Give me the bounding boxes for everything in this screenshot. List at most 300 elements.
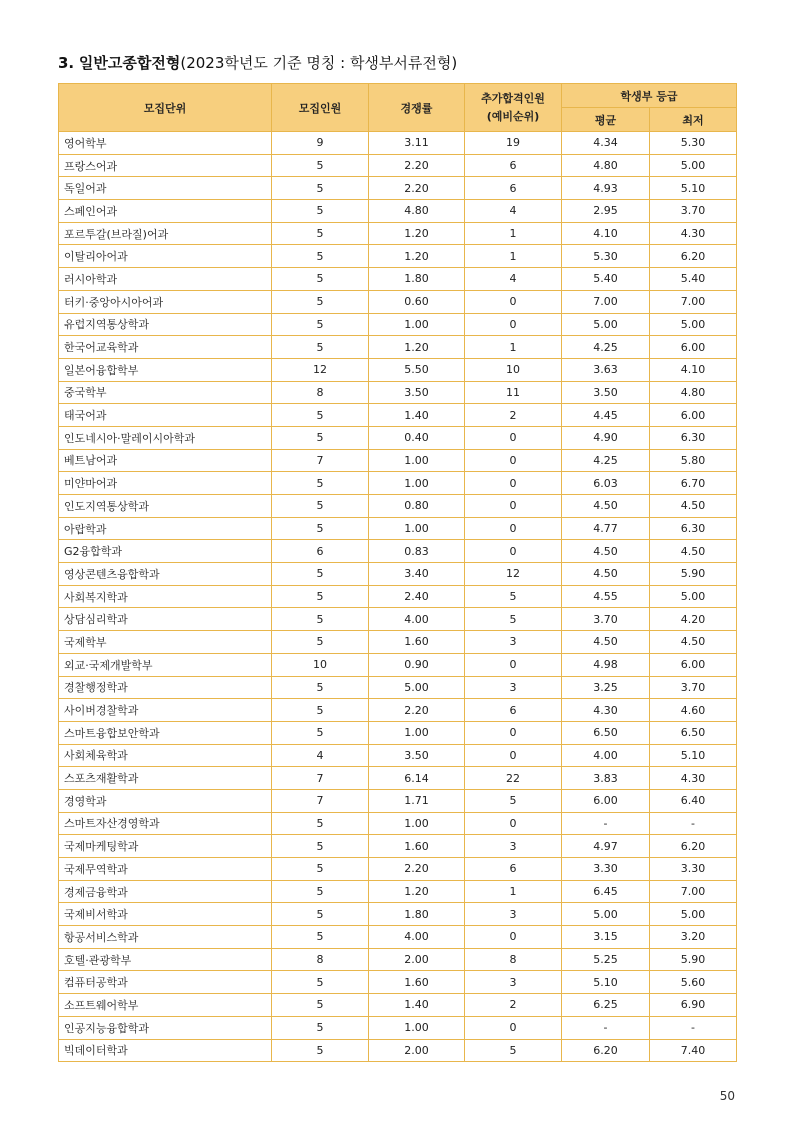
cell-quota: 5 [272,268,369,291]
table-row [59,358,737,381]
cell-extra: 4 [465,200,562,223]
table-row [59,404,737,427]
cell-quota: 6 [272,540,369,563]
cell-unit: 경영학과 [59,789,272,812]
cell-extra: 6 [465,699,562,722]
cell-ratio: 1.71 [369,789,465,812]
cell-unit: 중국학부 [59,381,272,404]
cell-avg: - [562,812,650,835]
cell-avg: 5.30 [562,245,650,268]
cell-quota: 5 [272,631,369,654]
cell-min: 5.10 [650,744,737,767]
cell-min: 4.50 [650,631,737,654]
cell-extra: 0 [465,517,562,540]
cell-avg: 4.45 [562,404,650,427]
table-row [59,290,737,313]
cell-extra: 0 [465,472,562,495]
table-row [59,653,737,676]
cell-ratio: 0.90 [369,653,465,676]
cell-unit: 국제마케팅학과 [59,835,272,858]
table-row [59,154,737,177]
cell-ratio: 1.60 [369,971,465,994]
table-row [59,540,737,563]
cell-ratio: 6.14 [369,767,465,790]
cell-extra: 0 [465,540,562,563]
cell-unit: 영상콘텐츠융합학과 [59,563,272,586]
cell-unit: 영어학부 [59,132,272,155]
section-title-main: 일반고종합전형 [78,54,181,72]
cell-quota: 5 [272,1039,369,1062]
cell-extra: 2 [465,994,562,1017]
cell-avg: 3.30 [562,858,650,881]
header-extra-line1: 추가합격인원 [481,91,545,105]
cell-unit: 스마트자산경영학과 [59,812,272,835]
cell-quota: 5 [272,177,369,200]
cell-extra: 22 [465,767,562,790]
cell-ratio: 1.80 [369,903,465,926]
cell-avg: 6.45 [562,880,650,903]
cell-unit: 아랍학과 [59,517,272,540]
cell-quota: 5 [272,1016,369,1039]
cell-avg: 4.50 [562,540,650,563]
cell-min: 6.40 [650,789,737,812]
cell-ratio: 1.20 [369,880,465,903]
table-row [59,313,737,336]
cell-ratio: 0.80 [369,495,465,518]
cell-unit: 소프트웨어학부 [59,994,272,1017]
cell-extra: 4 [465,268,562,291]
cell-min: 4.50 [650,540,737,563]
cell-unit: 국제학부 [59,631,272,654]
cell-ratio: 0.40 [369,426,465,449]
cell-ratio: 2.40 [369,585,465,608]
table-row [59,563,737,586]
table-row [59,268,737,291]
cell-quota: 5 [272,880,369,903]
cell-avg: 6.50 [562,721,650,744]
cell-ratio: 1.20 [369,222,465,245]
table-row [59,812,737,835]
cell-min: 6.90 [650,994,737,1017]
table-row [59,767,737,790]
cell-extra: 0 [465,926,562,949]
table-row [59,858,737,881]
cell-unit: 경제금융학과 [59,880,272,903]
cell-min: 5.10 [650,177,737,200]
cell-min: 5.00 [650,154,737,177]
cell-unit: 스마트융합보안학과 [59,721,272,744]
table-row [59,132,737,155]
cell-quota: 5 [272,404,369,427]
cell-extra: 2 [465,404,562,427]
header-extra [465,84,562,132]
cell-quota: 5 [272,608,369,631]
cell-extra: 0 [465,1016,562,1039]
cell-min: 4.50 [650,495,737,518]
header-grade: 학생부 등급 [562,84,737,108]
cell-avg: 3.15 [562,926,650,949]
cell-ratio: 1.60 [369,835,465,858]
cell-avg: 4.30 [562,699,650,722]
cell-unit: 러시아학과 [59,268,272,291]
table-row [59,200,737,223]
cell-extra: 5 [465,608,562,631]
cell-avg: 4.93 [562,177,650,200]
cell-extra: 5 [465,789,562,812]
cell-min: 6.30 [650,517,737,540]
cell-quota: 12 [272,358,369,381]
cell-avg: 4.50 [562,495,650,518]
cell-unit: 유럽지역통상학과 [59,313,272,336]
cell-avg: 3.70 [562,608,650,631]
cell-min: 5.40 [650,268,737,291]
cell-avg: 4.80 [562,154,650,177]
cell-quota: 5 [272,426,369,449]
cell-extra: 10 [465,358,562,381]
cell-ratio: 3.40 [369,563,465,586]
header-quota: 모집인원 [272,84,369,132]
cell-unit: 터키·중앙아시아어과 [59,290,272,313]
cell-quota: 5 [272,154,369,177]
table-row [59,789,737,812]
cell-min: 6.00 [650,653,737,676]
cell-quota: 7 [272,789,369,812]
cell-unit: 스포츠재활학과 [59,767,272,790]
cell-unit: 인도지역통상학과 [59,495,272,518]
cell-extra: 12 [465,563,562,586]
cell-min: 4.10 [650,358,737,381]
cell-ratio: 1.20 [369,245,465,268]
cell-unit: 사회복지학과 [59,585,272,608]
cell-extra: 3 [465,971,562,994]
cell-min: 5.00 [650,313,737,336]
cell-quota: 5 [272,812,369,835]
cell-unit: 인공지능융합학과 [59,1016,272,1039]
cell-quota: 5 [272,495,369,518]
cell-avg: 4.98 [562,653,650,676]
cell-avg: 4.50 [562,631,650,654]
cell-extra: 0 [465,426,562,449]
cell-quota: 5 [272,903,369,926]
cell-ratio: 2.20 [369,154,465,177]
table-row [59,585,737,608]
cell-min: 5.00 [650,585,737,608]
cell-extra: 0 [465,449,562,472]
cell-avg: 3.63 [562,358,650,381]
header-extra-line2: (예비순위) [486,109,540,123]
cell-unit: 국제비서학과 [59,903,272,926]
cell-avg: 2.95 [562,200,650,223]
cell-extra: 11 [465,381,562,404]
cell-min: 3.30 [650,858,737,881]
cell-quota: 8 [272,381,369,404]
table-row [59,472,737,495]
header-grade-min: 최저 [650,108,737,132]
cell-ratio: 1.20 [369,336,465,359]
cell-quota: 7 [272,767,369,790]
cell-avg: 5.00 [562,313,650,336]
cell-min: 6.50 [650,721,737,744]
cell-ratio: 2.20 [369,858,465,881]
cell-avg: 5.25 [562,948,650,971]
cell-unit: 이탈리아어과 [59,245,272,268]
cell-min: 6.30 [650,426,737,449]
cell-ratio: 1.00 [369,313,465,336]
cell-extra: 1 [465,222,562,245]
cell-avg: 5.00 [562,903,650,926]
table-row [59,449,737,472]
cell-extra: 1 [465,880,562,903]
cell-quota: 5 [272,926,369,949]
cell-extra: 3 [465,631,562,654]
cell-extra: 0 [465,290,562,313]
cell-quota: 5 [272,971,369,994]
cell-ratio: 1.40 [369,994,465,1017]
page-number: 50 [719,1089,735,1103]
cell-unit: 프랑스어과 [59,154,272,177]
cell-avg: 4.10 [562,222,650,245]
table-row [59,926,737,949]
cell-unit: 일본어융합학부 [59,358,272,381]
cell-quota: 5 [272,835,369,858]
cell-quota: 8 [272,948,369,971]
cell-quota: 5 [272,721,369,744]
cell-avg: 3.50 [562,381,650,404]
cell-quota: 5 [272,472,369,495]
cell-unit: 상담심리학과 [59,608,272,631]
cell-ratio: 0.83 [369,540,465,563]
cell-ratio: 1.60 [369,631,465,654]
cell-unit: 스페인어과 [59,200,272,223]
table-row [59,177,737,200]
table-row [59,1039,737,1062]
section-title [58,52,457,73]
cell-extra: 1 [465,336,562,359]
cell-min: 5.60 [650,971,737,994]
cell-avg: 6.00 [562,789,650,812]
table-row [59,835,737,858]
cell-extra: 0 [465,313,562,336]
cell-avg: 4.34 [562,132,650,155]
cell-unit: 한국어교육학과 [59,336,272,359]
cell-min: 7.40 [650,1039,737,1062]
cell-extra: 3 [465,835,562,858]
cell-quota: 10 [272,653,369,676]
cell-min: 6.00 [650,404,737,427]
cell-unit: 호텔·관광학부 [59,948,272,971]
table-row [59,336,737,359]
section-number: 3. [58,54,75,72]
cell-quota: 5 [272,517,369,540]
cell-min: 4.20 [650,608,737,631]
table-row [59,222,737,245]
cell-ratio: 4.80 [369,200,465,223]
cell-ratio: 2.00 [369,1039,465,1062]
table-row [59,1016,737,1039]
cell-quota: 4 [272,744,369,767]
cell-unit: G2융합학과 [59,540,272,563]
cell-quota: 5 [272,245,369,268]
cell-quota: 5 [272,222,369,245]
cell-min: 6.20 [650,835,737,858]
cell-min: 7.00 [650,880,737,903]
cell-unit: 빅데이터학과 [59,1039,272,1062]
table-row [59,948,737,971]
cell-quota: 5 [272,200,369,223]
cell-quota: 5 [272,313,369,336]
cell-quota: 5 [272,676,369,699]
table-row [59,631,737,654]
cell-min: 4.60 [650,699,737,722]
cell-extra: 1 [465,245,562,268]
cell-extra: 0 [465,812,562,835]
cell-quota: 5 [272,994,369,1017]
cell-ratio: 3.50 [369,381,465,404]
cell-min: - [650,1016,737,1039]
cell-extra: 5 [465,1039,562,1062]
cell-avg: 4.00 [562,744,650,767]
cell-extra: 6 [465,858,562,881]
cell-avg: 4.77 [562,517,650,540]
table-row [59,880,737,903]
cell-ratio: 2.20 [369,177,465,200]
table-row [59,971,737,994]
cell-min: 3.20 [650,926,737,949]
cell-extra: 6 [465,154,562,177]
cell-ratio: 3.50 [369,744,465,767]
cell-unit: 베트남어과 [59,449,272,472]
section-title-sub: (2023학년도 기준 명칭 : 학생부서류전형) [180,54,458,72]
cell-min: - [650,812,737,835]
cell-quota: 5 [272,585,369,608]
cell-avg: 6.25 [562,994,650,1017]
table-row [59,608,737,631]
cell-avg: 3.25 [562,676,650,699]
cell-avg: 4.25 [562,449,650,472]
header-unit: 모집단위 [59,84,272,132]
cell-avg: - [562,1016,650,1039]
cell-avg: 5.40 [562,268,650,291]
cell-avg: 4.50 [562,563,650,586]
table-row [59,517,737,540]
cell-unit: 태국어과 [59,404,272,427]
table-row [59,994,737,1017]
cell-min: 6.00 [650,336,737,359]
cell-min: 6.70 [650,472,737,495]
cell-min: 3.70 [650,676,737,699]
cell-unit: 사회체육학과 [59,744,272,767]
table-body [59,132,737,1062]
cell-avg: 4.25 [562,336,650,359]
cell-min: 5.00 [650,903,737,926]
cell-quota: 5 [272,858,369,881]
cell-avg: 6.03 [562,472,650,495]
table-row [59,903,737,926]
cell-extra: 6 [465,177,562,200]
table-row [59,381,737,404]
cell-min: 6.20 [650,245,737,268]
cell-avg: 4.97 [562,835,650,858]
admission-results-table [58,83,737,1062]
cell-ratio: 3.11 [369,132,465,155]
table-row [59,245,737,268]
cell-unit: 외교·국제개발학부 [59,653,272,676]
cell-ratio: 5.00 [369,676,465,699]
cell-extra: 5 [465,585,562,608]
cell-min: 4.30 [650,767,737,790]
cell-quota: 5 [272,563,369,586]
cell-quota: 9 [272,132,369,155]
cell-avg: 3.83 [562,767,650,790]
cell-ratio: 1.00 [369,472,465,495]
table-row [59,426,737,449]
cell-extra: 3 [465,676,562,699]
cell-avg: 4.90 [562,426,650,449]
header-grade-avg: 평균 [562,108,650,132]
header-ratio: 경쟁률 [369,84,465,132]
cell-ratio: 4.00 [369,608,465,631]
cell-ratio: 0.60 [369,290,465,313]
cell-extra: 0 [465,744,562,767]
cell-quota: 5 [272,336,369,359]
cell-ratio: 1.00 [369,812,465,835]
cell-unit: 인도네시아·말레이시아학과 [59,426,272,449]
cell-ratio: 1.00 [369,449,465,472]
cell-extra: 0 [465,721,562,744]
table-row [59,676,737,699]
cell-min: 4.30 [650,222,737,245]
cell-ratio: 5.50 [369,358,465,381]
cell-ratio: 1.00 [369,721,465,744]
cell-ratio: 2.00 [369,948,465,971]
cell-ratio: 1.40 [369,404,465,427]
cell-unit: 항공서비스학과 [59,926,272,949]
cell-unit: 국제무역학과 [59,858,272,881]
cell-extra: 8 [465,948,562,971]
cell-ratio: 1.00 [369,1016,465,1039]
cell-unit: 포르투갈(브라질)어과 [59,222,272,245]
cell-extra: 0 [465,495,562,518]
cell-avg: 6.20 [562,1039,650,1062]
cell-unit: 미얀마어과 [59,472,272,495]
table-row [59,744,737,767]
cell-min: 4.80 [650,381,737,404]
cell-unit: 컴퓨터공학과 [59,971,272,994]
cell-extra: 0 [465,653,562,676]
cell-extra: 3 [465,903,562,926]
cell-ratio: 4.00 [369,926,465,949]
cell-min: 5.30 [650,132,737,155]
cell-unit: 사이버경찰학과 [59,699,272,722]
cell-extra: 19 [465,132,562,155]
cell-ratio: 1.80 [369,268,465,291]
table-row [59,495,737,518]
cell-min: 3.70 [650,200,737,223]
cell-unit: 경찰행정학과 [59,676,272,699]
cell-min: 7.00 [650,290,737,313]
cell-ratio: 2.20 [369,699,465,722]
table-row [59,721,737,744]
cell-avg: 7.00 [562,290,650,313]
cell-quota: 7 [272,449,369,472]
cell-min: 5.90 [650,563,737,586]
cell-unit: 독일어과 [59,177,272,200]
cell-avg: 4.55 [562,585,650,608]
cell-quota: 5 [272,699,369,722]
cell-ratio: 1.00 [369,517,465,540]
cell-min: 5.80 [650,449,737,472]
cell-quota: 5 [272,290,369,313]
